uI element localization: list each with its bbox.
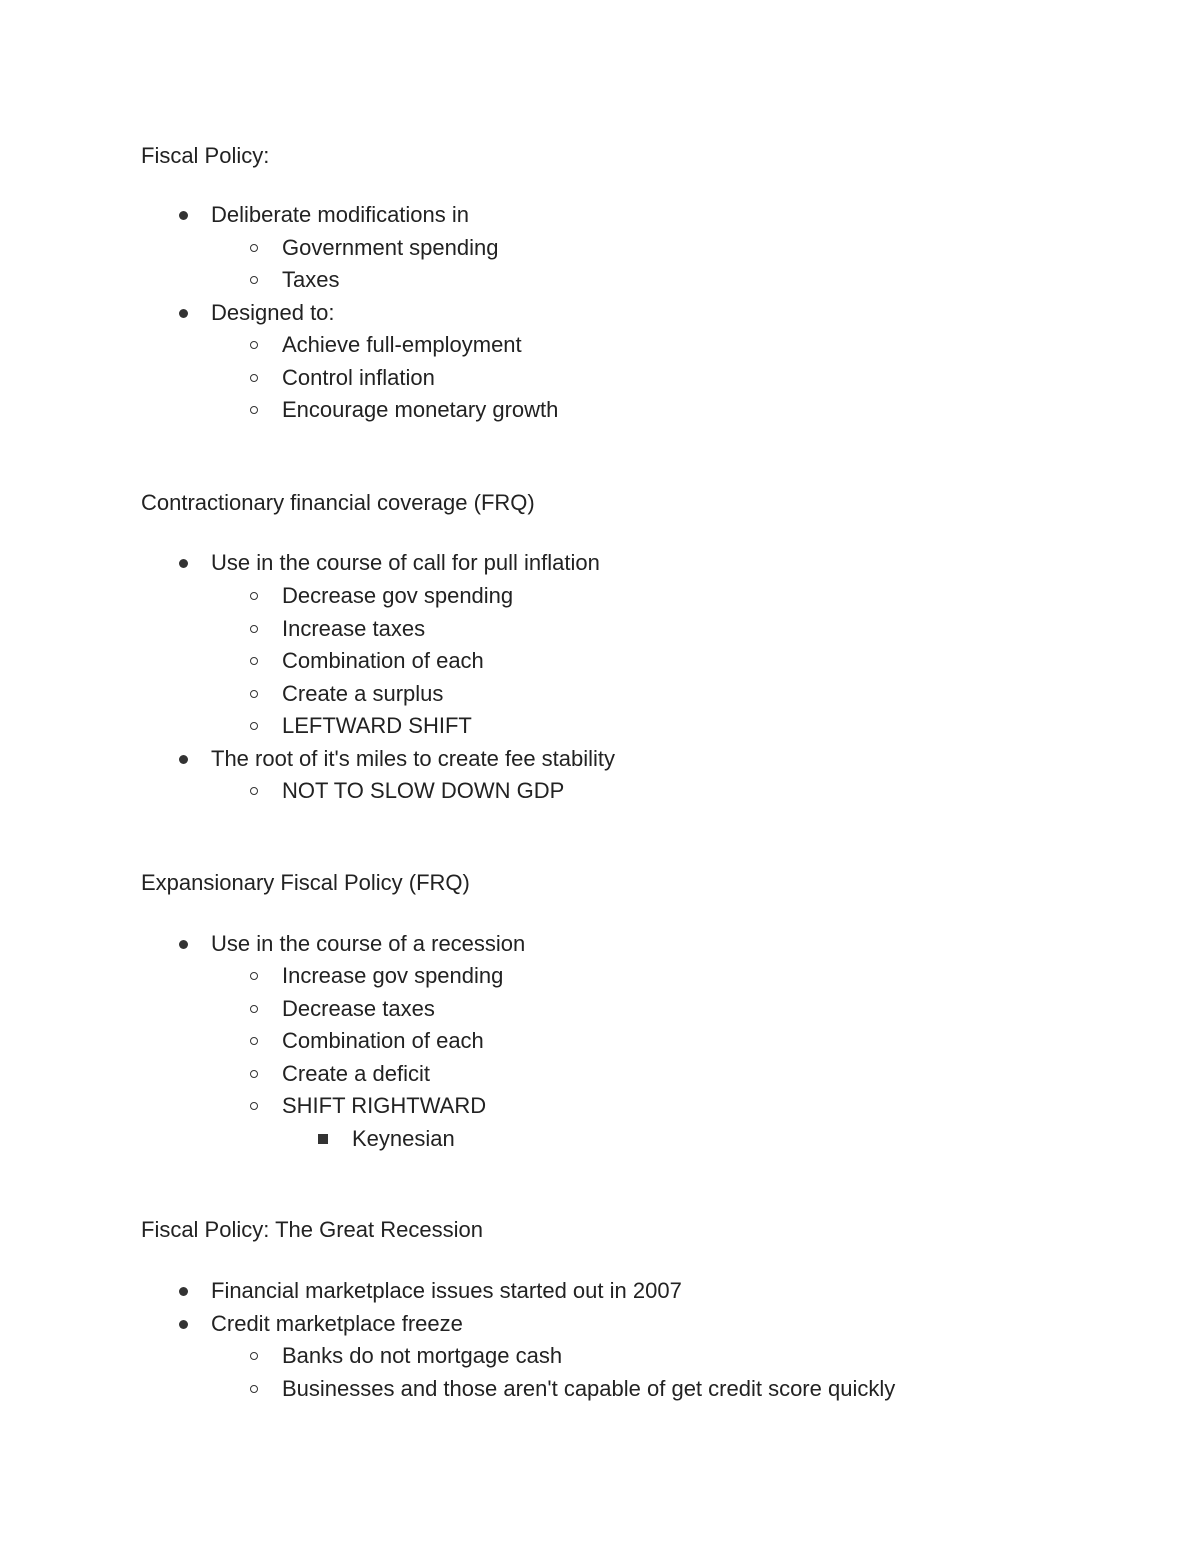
- bullet-circle-icon: [250, 657, 258, 665]
- bullet-circle-icon: [250, 592, 258, 600]
- bullet-circle-icon: [250, 972, 258, 980]
- sub-list-item: Combination of each: [282, 1028, 484, 1053]
- sub-list-item: LEFTWARD SHIFT: [282, 713, 472, 738]
- sub-list-item: Combination of each: [282, 648, 484, 673]
- sub-list-item: Decrease taxes: [282, 996, 435, 1021]
- bullet-disc-icon: [179, 559, 188, 568]
- sub-list-item: NOT TO SLOW DOWN GDP: [282, 778, 565, 803]
- bullet-circle-icon: [250, 341, 258, 349]
- bullet-circle-icon: [250, 276, 258, 284]
- bullet-circle-icon: [250, 374, 258, 382]
- list-item: The root of it's miles to create fee stability: [211, 746, 616, 771]
- sub-list-item: Increase gov spending: [282, 963, 504, 988]
- section-heading-contractionary: Contractionary financial coverage (FRQ): [141, 490, 535, 515]
- list-item: Designed to:: [211, 300, 335, 325]
- bullet-disc-icon: [179, 940, 188, 949]
- sub-list-item: Decrease gov spending: [282, 583, 514, 608]
- sub-sub-list-item: Keynesian: [352, 1126, 455, 1151]
- list-item: Deliberate modifications in: [211, 202, 470, 227]
- bullet-disc-icon: [179, 1320, 188, 1329]
- sub-list-item: Government spending: [282, 235, 499, 260]
- section-heading-great-recession: Fiscal Policy: The Great Recession: [141, 1217, 483, 1242]
- bullet-disc-icon: [179, 1287, 188, 1296]
- sub-list-item: Increase taxes: [282, 616, 426, 641]
- section-heading-fiscal-policy: Fiscal Policy:: [141, 143, 270, 168]
- sub-list-item: Control inflation: [282, 365, 435, 390]
- list-item: Financial marketplace issues started out in 2007: [211, 1278, 682, 1303]
- bullet-circle-icon: [250, 1037, 258, 1045]
- bullet-circle-icon: [250, 1070, 258, 1078]
- bullet-circle-icon: [250, 690, 258, 698]
- sub-list-item: SHIFT RIGHTWARD: [282, 1093, 487, 1118]
- sub-list-item: Achieve full-employment: [282, 332, 522, 357]
- bullet-circle-icon: [250, 244, 258, 252]
- bullet-circle-icon: [250, 625, 258, 633]
- bullet-circle-icon: [250, 1385, 258, 1393]
- bullet-circle-icon: [250, 1352, 258, 1360]
- list-item: Use in the course of call for pull inflation: [211, 550, 600, 575]
- section-heading-expansionary: Expansionary Fiscal Policy (FRQ): [141, 870, 470, 895]
- bullet-disc-icon: [179, 755, 188, 764]
- bullet-circle-icon: [250, 787, 258, 795]
- list-item: Credit marketplace freeze: [211, 1311, 463, 1336]
- list-item: Use in the course of a recession: [211, 931, 526, 956]
- sub-list-item: Create a deficit: [282, 1061, 430, 1086]
- sub-list-item: Create a surplus: [282, 681, 444, 706]
- sub-list-item: Taxes: [282, 267, 340, 292]
- sub-list-item: Businesses and those aren't capable of get credit score quickly: [282, 1376, 896, 1401]
- sub-list-item: Encourage monetary growth: [282, 397, 559, 422]
- bullet-circle-icon: [250, 1005, 258, 1013]
- bullet-square-icon: [318, 1134, 328, 1144]
- sub-list-item: Banks do not mortgage cash: [282, 1343, 563, 1368]
- bullet-disc-icon: [179, 211, 188, 220]
- bullet-circle-icon: [250, 406, 258, 414]
- bullet-disc-icon: [179, 309, 188, 318]
- bullet-circle-icon: [250, 722, 258, 730]
- bullet-circle-icon: [250, 1102, 258, 1110]
